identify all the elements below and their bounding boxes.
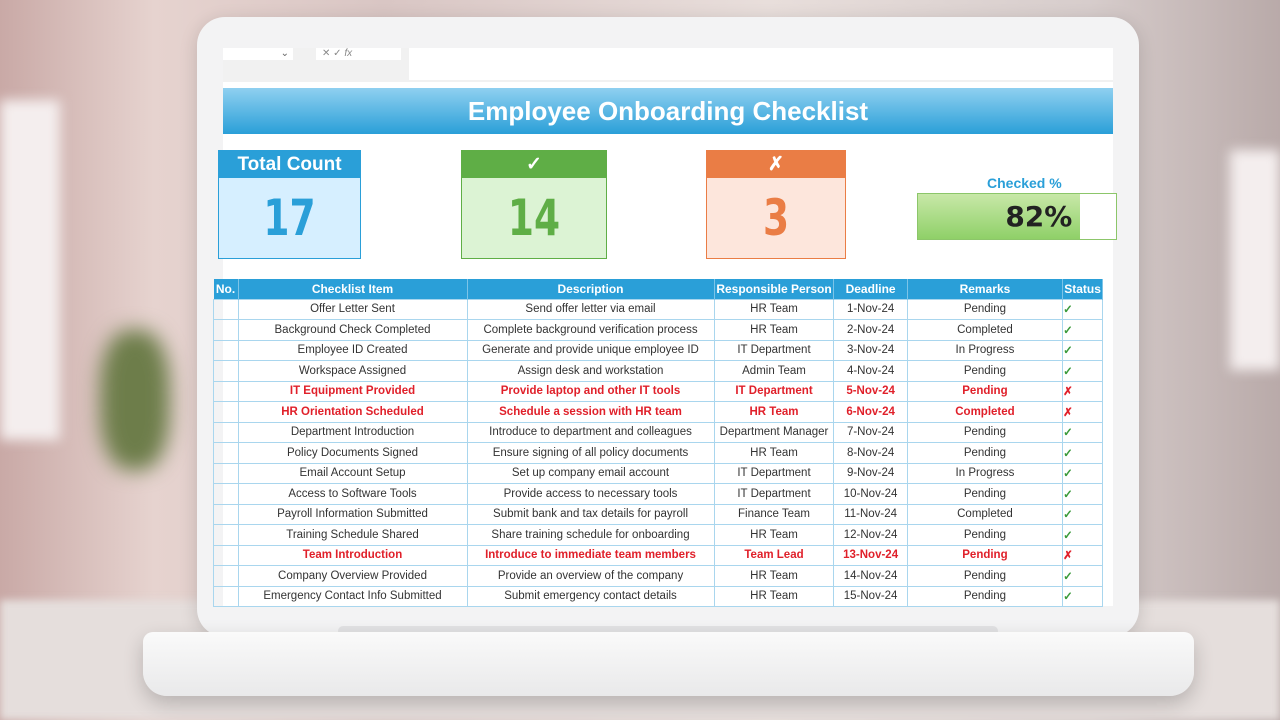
cell-no[interactable] <box>214 463 239 484</box>
cell[interactable]: Completed <box>907 402 1062 423</box>
cell-no[interactable] <box>214 361 239 382</box>
cell[interactable]: ✓ <box>1063 566 1103 587</box>
table-row <box>214 443 1103 464</box>
cell[interactable]: Email Account Setup <box>238 463 467 484</box>
cell[interactable]: Submit bank and tax details for payroll <box>467 504 714 525</box>
cell[interactable]: Background Check Completed <box>238 320 467 341</box>
cell[interactable]: Emergency Contact Info Submitted <box>238 586 467 607</box>
table-row <box>214 340 1103 361</box>
cell[interactable]: IT Equipment Provided <box>238 381 467 402</box>
cell[interactable]: Admin Team <box>714 361 834 382</box>
cell[interactable]: Offer Letter Sent <box>238 299 467 320</box>
kpi-checked: ✓ 14 <box>461 150 607 259</box>
cell[interactable]: IT Department <box>714 484 834 505</box>
cell[interactable]: Pending <box>907 381 1062 402</box>
checked-percent-label: Checked % <box>987 175 1062 191</box>
cell[interactable]: 1-Nov-24 <box>834 299 907 320</box>
cell[interactable]: In Progress <box>907 463 1062 484</box>
cell[interactable]: ✓ <box>1063 340 1103 361</box>
cell[interactable]: 2-Nov-24 <box>834 320 907 341</box>
cell[interactable]: Pending <box>907 586 1062 607</box>
cell[interactable]: Department Introduction <box>238 422 467 443</box>
table-row <box>214 586 1103 607</box>
cell[interactable]: Introduce to department and colleagues <box>467 422 714 443</box>
cell[interactable]: IT Department <box>714 381 834 402</box>
cell[interactable]: Employee ID Created <box>238 340 467 361</box>
table-row <box>214 484 1103 505</box>
cell[interactable]: 9-Nov-24 <box>834 463 907 484</box>
cell[interactable]: Assign desk and workstation <box>467 361 714 382</box>
cell[interactable]: Provide laptop and other IT tools <box>467 381 714 402</box>
cell[interactable]: 13-Nov-24 <box>834 545 907 566</box>
cell-no[interactable] <box>214 484 239 505</box>
cell[interactable]: ✓ <box>1063 484 1103 505</box>
cell[interactable]: Provide access to necessary tools <box>467 484 714 505</box>
formula-bar <box>223 48 1113 82</box>
cell-no[interactable] <box>214 422 239 443</box>
column-header[interactable]: Responsible Person <box>714 279 834 299</box>
fx-button[interactable]: ✕ ✓ fx <box>316 48 401 60</box>
cell[interactable]: Pending <box>907 566 1062 587</box>
cell[interactable]: ✓ <box>1063 320 1103 341</box>
column-header[interactable]: Remarks <box>907 279 1062 299</box>
cell-no[interactable] <box>214 504 239 525</box>
cell[interactable]: HR Team <box>714 525 834 546</box>
cell[interactable]: Pending <box>907 422 1062 443</box>
cell[interactable]: 3-Nov-24 <box>834 340 907 361</box>
cell[interactable]: 8-Nov-24 <box>834 443 907 464</box>
cell[interactable]: Provide an overview of the company <box>467 566 714 587</box>
cell[interactable]: 4-Nov-24 <box>834 361 907 382</box>
cell-no[interactable] <box>214 381 239 402</box>
cell[interactable]: Generate and provide unique employee ID <box>467 340 714 361</box>
cell[interactable]: Ensure signing of all policy documents <box>467 443 714 464</box>
background-plant <box>100 330 170 470</box>
kpi-total-count: Total Count 17 <box>218 150 361 259</box>
cell[interactable]: Pending <box>907 361 1062 382</box>
cell-no[interactable] <box>214 402 239 423</box>
cell[interactable]: ✓ <box>1063 463 1103 484</box>
cell[interactable]: ✓ <box>1063 586 1103 607</box>
cell[interactable]: Pending <box>907 299 1062 320</box>
cell[interactable]: 15-Nov-24 <box>834 586 907 607</box>
table-row <box>214 402 1103 423</box>
cell[interactable]: Workspace Assigned <box>238 361 467 382</box>
table-row <box>214 525 1103 546</box>
checklist-table <box>213 279 1103 607</box>
cell[interactable]: ✗ <box>1063 402 1103 423</box>
cell[interactable]: Company Overview Provided <box>238 566 467 587</box>
cell[interactable]: ✓ <box>1063 504 1103 525</box>
cell-no[interactable] <box>214 340 239 361</box>
cell-no[interactable] <box>214 299 239 320</box>
cell[interactable]: Payroll Information Submitted <box>238 504 467 525</box>
table-row <box>214 545 1103 566</box>
cell[interactable]: 12-Nov-24 <box>834 525 907 546</box>
cell[interactable]: 7-Nov-24 <box>834 422 907 443</box>
cell[interactable]: Schedule a session with HR team <box>467 402 714 423</box>
spreadsheet-screen <box>215 48 1113 606</box>
cell[interactable]: 6-Nov-24 <box>834 402 907 423</box>
cell[interactable]: Access to Software Tools <box>238 484 467 505</box>
cell-no[interactable] <box>214 545 239 566</box>
cell[interactable]: HR Team <box>714 586 834 607</box>
column-header[interactable]: Status <box>1063 279 1103 299</box>
cell[interactable]: ✓ <box>1063 361 1103 382</box>
cell[interactable]: HR Team <box>714 299 834 320</box>
cell[interactable]: IT Department <box>714 463 834 484</box>
cell-no[interactable] <box>214 320 239 341</box>
name-box[interactable]: ⌄ <box>223 48 293 60</box>
cell-no[interactable] <box>214 586 239 607</box>
table-row <box>214 299 1103 320</box>
table-row <box>214 566 1103 587</box>
cell[interactable]: HR Team <box>714 320 834 341</box>
background-window-left <box>0 100 60 440</box>
cell[interactable]: 5-Nov-24 <box>834 381 907 402</box>
cell[interactable]: Team Introduction <box>238 545 467 566</box>
cell-no[interactable] <box>214 566 239 587</box>
cell-no[interactable] <box>214 443 239 464</box>
cell[interactable]: ✓ <box>1063 299 1103 320</box>
background-window-right <box>1230 150 1280 370</box>
cell[interactable]: Completed <box>907 320 1062 341</box>
formula-input[interactable] <box>409 48 1113 80</box>
cell[interactable]: Completed <box>907 504 1062 525</box>
cell[interactable]: Submit emergency contact details <box>467 586 714 607</box>
cell[interactable]: ✓ <box>1063 443 1103 464</box>
table-row <box>214 320 1103 341</box>
table-row <box>214 361 1103 382</box>
cell[interactable]: Share training schedule for onboarding <box>467 525 714 546</box>
cell[interactable]: In Progress <box>907 340 1062 361</box>
table-header-row <box>214 279 1103 299</box>
cell[interactable]: Introduce to immediate team members <box>467 545 714 566</box>
cell[interactable]: Send offer letter via email <box>467 299 714 320</box>
cell[interactable]: Training Schedule Shared <box>238 525 467 546</box>
column-header[interactable]: Deadline <box>834 279 907 299</box>
table-row <box>214 381 1103 402</box>
table-row <box>214 504 1103 525</box>
cell[interactable]: ✓ <box>1063 422 1103 443</box>
cell[interactable]: ✗ <box>1063 545 1103 566</box>
cell[interactable]: HR Team <box>714 402 834 423</box>
table-row <box>214 422 1103 443</box>
cell[interactable]: Pending <box>907 545 1062 566</box>
cell[interactable]: 10-Nov-24 <box>834 484 907 505</box>
checked-percent-fill: 82% <box>918 194 1080 239</box>
cell[interactable]: 14-Nov-24 <box>834 566 907 587</box>
cell[interactable]: Pending <box>907 484 1062 505</box>
cell[interactable]: Policy Documents Signed <box>238 443 467 464</box>
table-row <box>214 463 1103 484</box>
cell[interactable]: HR Orientation Scheduled <box>238 402 467 423</box>
cell[interactable]: 11-Nov-24 <box>834 504 907 525</box>
cell[interactable]: Set up company email account <box>467 463 714 484</box>
cell[interactable]: HR Team <box>714 443 834 464</box>
cell-no[interactable] <box>214 525 239 546</box>
cell[interactable]: Department Manager <box>714 422 834 443</box>
column-header[interactable]: No. <box>214 279 239 299</box>
cell[interactable]: Team Lead <box>714 545 834 566</box>
checked-percent-bar <box>917 193 1117 240</box>
cell[interactable]: Complete background verification process <box>467 320 714 341</box>
kpi-unchecked: ✗ 3 <box>706 150 846 259</box>
cell[interactable]: Finance Team <box>714 504 834 525</box>
column-header[interactable]: Description <box>467 279 714 299</box>
cell[interactable]: ✗ <box>1063 381 1103 402</box>
sheet-title: Employee Onboarding Checklist <box>223 88 1113 134</box>
cell[interactable]: Pending <box>907 443 1062 464</box>
cell[interactable]: ✓ <box>1063 525 1103 546</box>
cell[interactable]: IT Department <box>714 340 834 361</box>
cell[interactable]: Pending <box>907 525 1062 546</box>
column-header[interactable]: Checklist Item <box>238 279 467 299</box>
laptop-base <box>143 632 1194 696</box>
cell[interactable]: HR Team <box>714 566 834 587</box>
